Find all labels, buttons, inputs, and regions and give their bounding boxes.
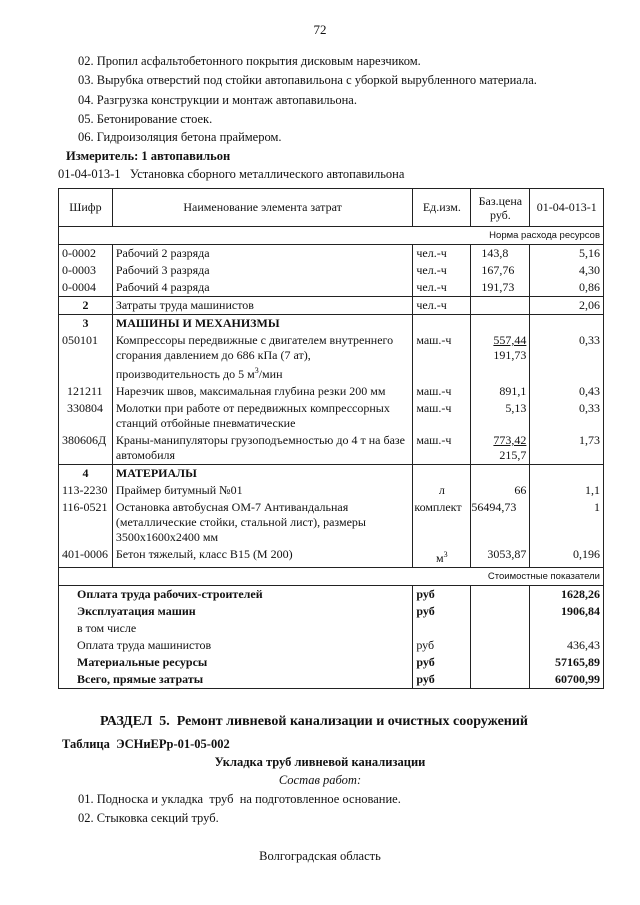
row-code: 0-0004 bbox=[59, 279, 113, 297]
row-price: 5,13 bbox=[471, 400, 530, 432]
row-name: Рабочий 3 разряда bbox=[112, 262, 412, 279]
row-norm: 1,1 bbox=[530, 482, 604, 499]
row-price-secondary: 191,73 bbox=[493, 348, 527, 362]
header-norm: 01-04-013-1 bbox=[530, 189, 604, 227]
header-price-line2: руб. bbox=[489, 207, 511, 222]
row-code: 113-2230 bbox=[59, 482, 113, 499]
row-norm: 0,33 bbox=[530, 332, 604, 383]
total-row bbox=[59, 637, 604, 654]
page-number: 72 bbox=[313, 22, 327, 37]
row-name: Остановка автобусная ОМ-7 Антивандальная (металлические стойки, стальной лист), размеры 3500х1600х2400 мм bbox=[112, 499, 412, 546]
row-price: 891,1 bbox=[471, 383, 530, 400]
table-row bbox=[59, 297, 604, 315]
row-code: 2 bbox=[59, 297, 113, 315]
total-value bbox=[530, 620, 604, 637]
row-norm: 0,86 bbox=[530, 279, 604, 297]
row-unit: маш.-ч bbox=[413, 332, 471, 383]
meter-label: Измеритель: 1 автопавильон bbox=[66, 149, 231, 163]
row-unit: чел.-ч bbox=[413, 245, 471, 263]
total-value: 1628,26 bbox=[530, 586, 604, 604]
row-unit: маш.-ч bbox=[413, 432, 471, 465]
total-unit: руб bbox=[413, 654, 471, 671]
row-price: 143,8 bbox=[471, 245, 530, 263]
row-unit-sup: 3 bbox=[443, 550, 448, 559]
row-unit: л bbox=[413, 482, 471, 499]
row-price-main: 557,44 bbox=[493, 333, 527, 347]
group-row bbox=[59, 465, 604, 483]
row-price: 167,76 bbox=[471, 262, 530, 279]
total-row bbox=[59, 603, 604, 620]
row-price: 3053,87 bbox=[471, 546, 530, 568]
subsection-title: Укладка труб ливневой канализации bbox=[214, 755, 426, 769]
table-row bbox=[59, 262, 604, 279]
row-unit: чел.-ч bbox=[413, 262, 471, 279]
work-item: 03. Вырубка отверстий под стойки автопавильона с уборкой вырубленного материала. bbox=[78, 73, 537, 87]
total-unit bbox=[413, 620, 471, 637]
work-item: 01. Подноска и укладка труб на подготовленное основание. bbox=[78, 792, 401, 806]
total-value: 1906,84 bbox=[530, 603, 604, 620]
row-name: Рабочий 2 разряда bbox=[112, 245, 412, 263]
row-name: Затраты труда машинистов bbox=[112, 297, 412, 315]
row-unit bbox=[413, 546, 471, 568]
group-row bbox=[59, 315, 604, 333]
total-name: Всего, прямые затраты bbox=[59, 671, 413, 689]
footer-region: Волгоградская область bbox=[259, 849, 381, 863]
row-code: 401-0006 bbox=[59, 546, 113, 568]
row-name: Краны-манипуляторы грузоподъемностью до 4 т на базе автомобиля bbox=[112, 432, 412, 465]
resource-norm-table bbox=[58, 188, 604, 689]
cost-caption-row bbox=[59, 568, 604, 586]
work-item: 02. Стыковка секций труб. bbox=[78, 811, 219, 825]
table-row bbox=[59, 546, 604, 568]
row-price: 56494,73 bbox=[471, 499, 530, 546]
group-name: МАШИНЫ И МЕХАНИЗМЫ bbox=[112, 315, 412, 333]
row-norm: 0,196 bbox=[530, 546, 604, 568]
row-norm: 5,16 bbox=[530, 245, 604, 263]
cost-caption: Стоимостные показатели bbox=[471, 568, 604, 586]
row-name-end: /мин bbox=[258, 367, 283, 381]
row-code: 330804 bbox=[59, 400, 113, 432]
total-unit: руб bbox=[413, 637, 471, 654]
table-row bbox=[59, 245, 604, 263]
total-value: 436,43 bbox=[530, 637, 604, 654]
table-row bbox=[59, 279, 604, 297]
total-value: 57165,89 bbox=[530, 654, 604, 671]
row-unit: чел.-ч bbox=[413, 297, 471, 315]
row-name: Бетон тяжелый, класс В15 (М 200) bbox=[112, 546, 412, 568]
table-row bbox=[59, 482, 604, 499]
row-norm: 1 bbox=[530, 499, 604, 546]
norm-caption-row bbox=[59, 227, 604, 245]
header-unit: Ед.изм. bbox=[413, 189, 471, 227]
row-price: 66 bbox=[471, 482, 530, 499]
table-row bbox=[59, 400, 604, 432]
row-unit-base: м bbox=[436, 551, 444, 565]
norm-title: 01-04-013-1 Установка сборного металлического автопавильона bbox=[58, 167, 405, 181]
work-item: 06. Гидроизоляция бетона праймером. bbox=[78, 130, 282, 144]
header-price-line1: Баз.цена bbox=[478, 193, 523, 208]
header-price bbox=[471, 189, 530, 227]
row-price: 191,73 bbox=[471, 279, 530, 297]
row-name-sup: 3 bbox=[254, 366, 259, 375]
row-name: Молотки при работе от передвижных компрессорных станций отбойные пневматические bbox=[112, 400, 412, 432]
row-name: Нарезчик швов, максимальная глубина резки 200 мм bbox=[112, 383, 412, 400]
row-name bbox=[112, 332, 412, 383]
row-norm: 2,06 bbox=[530, 297, 604, 315]
table-row bbox=[59, 432, 604, 465]
composition-title: Состав работ: bbox=[278, 773, 362, 787]
total-row bbox=[59, 654, 604, 671]
row-code: 0-0002 bbox=[59, 245, 113, 263]
work-item: 05. Бетонирование стоек. bbox=[78, 112, 213, 126]
row-price-secondary: 215,7 bbox=[499, 448, 527, 462]
row-name: Праймер битумный №01 bbox=[112, 482, 412, 499]
total-row bbox=[59, 620, 604, 637]
total-name: в том числе bbox=[59, 620, 413, 637]
total-name: Материальные ресурсы bbox=[59, 654, 413, 671]
row-name: Рабочий 4 разряда bbox=[112, 279, 412, 297]
row-norm: 0,33 bbox=[530, 400, 604, 432]
row-code: 121211 bbox=[59, 383, 113, 400]
table-header-row bbox=[59, 189, 604, 227]
row-code: 116-0521 bbox=[59, 499, 113, 546]
row-unit: комплект bbox=[413, 499, 471, 546]
total-value: 60700,99 bbox=[530, 671, 604, 689]
row-price-main: 773,42 bbox=[493, 433, 527, 447]
row-code: 380606Д bbox=[59, 432, 113, 465]
row-unit: маш.-ч bbox=[413, 400, 471, 432]
group-code: 4 bbox=[59, 465, 113, 483]
row-norm: 0,43 bbox=[530, 383, 604, 400]
work-item: 04. Разгрузка конструкции и монтаж автопавильона. bbox=[78, 93, 357, 107]
row-norm: 1,73 bbox=[530, 432, 604, 465]
total-name: Оплата труда машинистов bbox=[59, 637, 413, 654]
total-unit: руб bbox=[413, 603, 471, 620]
total-name: Оплата труда рабочих-строителей bbox=[59, 586, 413, 604]
group-code: 3 bbox=[59, 315, 113, 333]
row-unit: чел.-ч bbox=[413, 279, 471, 297]
section-heading: РАЗДЕЛ 5. Ремонт ливневой канализации и очистных сооружений bbox=[100, 714, 528, 729]
total-unit: руб bbox=[413, 671, 471, 689]
row-price bbox=[471, 332, 530, 383]
table-id: Таблица ЭСНиЕРр-01-05-002 bbox=[62, 737, 230, 751]
total-name: Эксплуатация машин bbox=[59, 603, 413, 620]
table-row bbox=[59, 332, 604, 383]
row-norm: 4,30 bbox=[530, 262, 604, 279]
table-row bbox=[59, 499, 604, 546]
row-unit: маш.-ч bbox=[413, 383, 471, 400]
row-name-text: Компрессоры передвижные с двигателем внутреннего сгорания давлением до 686 кПа (7 ат), производительность до 5 м bbox=[115, 333, 394, 381]
norm-caption: Норма расхода ресурсов bbox=[471, 227, 604, 245]
header-name: Наименование элемента затрат bbox=[112, 189, 412, 227]
total-row bbox=[59, 586, 604, 604]
table-row bbox=[59, 383, 604, 400]
work-item: 02. Пропил асфальтобетонного покрытия дисковым нарезчиком. bbox=[78, 54, 421, 68]
header-code: Шифр bbox=[59, 189, 113, 227]
total-row bbox=[59, 671, 604, 689]
row-code: 0-0003 bbox=[59, 262, 113, 279]
row-price bbox=[471, 432, 530, 465]
group-name: МАТЕРИАЛЫ bbox=[112, 465, 412, 483]
row-code: 050101 bbox=[59, 332, 113, 383]
total-unit: руб bbox=[413, 586, 471, 604]
